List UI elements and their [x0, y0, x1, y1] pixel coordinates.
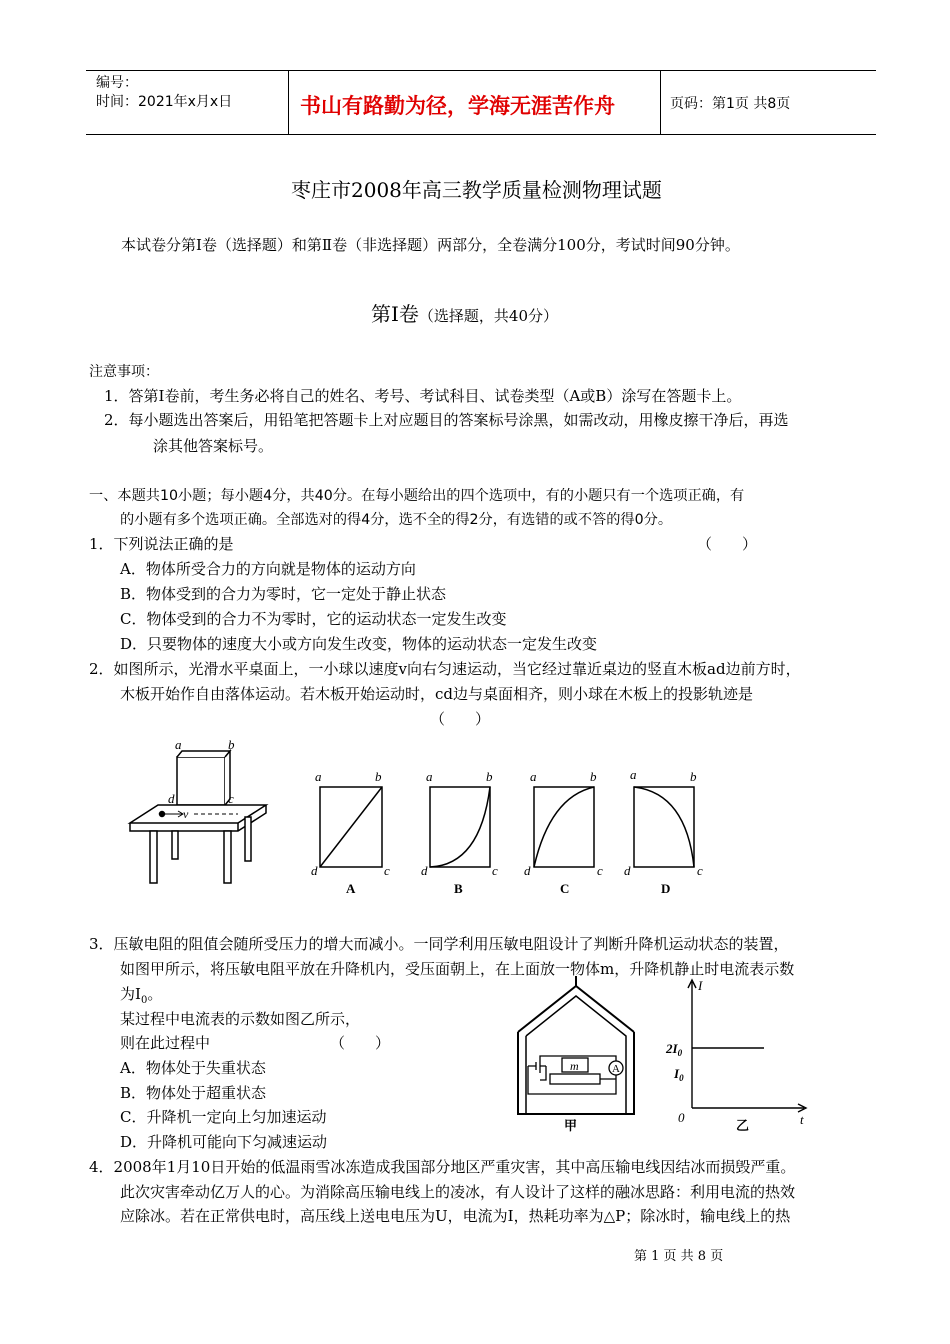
opt-d-label-b: b: [690, 769, 697, 784]
volume-subtitle: （选择题，共40分）: [418, 307, 558, 325]
axis-label-t: t: [800, 1112, 804, 1127]
opt-a-label-b: b: [375, 769, 382, 784]
option-b-label: B: [454, 881, 463, 896]
section-1-line-2: 的小题有多个选项正确。全部选对的得4分，选不全的得2分，有选错的或不答的得0分。: [120, 512, 673, 528]
q1-stem: 1．下列说法正确的是: [89, 535, 234, 553]
header-time-label: 时间：2021年x月x日: [96, 94, 233, 110]
opt-c-label-a: a: [530, 769, 537, 784]
option-b-graph: [430, 787, 490, 867]
fig-label-a: a: [175, 737, 182, 752]
page-title: 枣庄市2008年高三教学质量检测物理试题: [291, 178, 662, 202]
q4-line-3: 应除冰。若在正常供电时，高压线上送电电压为U，电流为I，热耗功率为△P；除冰时，输电线上的热: [120, 1207, 791, 1225]
header-top-rule: [86, 70, 876, 71]
q3-stem-1: 3．压敏电阻的阻值会随所受压力的增大而减小。一同学利用压敏电阻设计了判断升降机运动状态的装置，: [89, 935, 789, 953]
opt-a-label-c: c: [384, 863, 390, 878]
volume-title: 第Ⅰ卷: [371, 302, 419, 326]
section-1-line-1: 一、本题共10小题；每小题4分，共40分。在每小题给出的四个选项中，有的小题只有一个选项正确，有: [89, 488, 745, 504]
q1-option-b: B．物体受到的合力为零时，它一定处于静止状态: [120, 585, 447, 603]
q1-option-c: C．物体受到的合力不为零时，它的运动状态一定发生改变: [120, 610, 507, 628]
option-c-graph: [534, 787, 594, 867]
notice-item-2: 2．每小题选出答案后，用铅笔把答题卡上对应题目的答案标号涂黑，如需改动，用橡皮擦干净后，再选: [104, 411, 789, 429]
q3-option-c: C．升降机一定向上匀加速运动: [120, 1108, 327, 1126]
header-bottom-rule: [86, 134, 876, 135]
q2-stem-2: 木板开始作自由落体运动。若木板开始运动时，cd边与桌面相齐，则小球在木板上的投影轨迹是: [120, 685, 754, 703]
fig-ammeter-label: A: [612, 1063, 620, 1075]
header-divider-right: [660, 70, 661, 134]
opt-d-label-a: a: [630, 767, 637, 782]
option-d-label: D: [661, 881, 671, 896]
opt-b-label-c: c: [492, 863, 498, 878]
opt-d-label-d: d: [624, 863, 631, 878]
header-code-label: 编号：: [96, 75, 138, 91]
q1-option-a: A．物体所受合力的方向就是物体的运动方向: [120, 560, 416, 578]
option-a-graph: [320, 787, 382, 867]
q1-option-d: D．只要物体的速度大小或方向发生改变，物体的运动状态一定发生改变: [120, 635, 598, 653]
q4-line-2: 此次灾害牵动亿万人的心。为消除高压输电线上的凌冰，有人设计了这样的融冰思路：利用电流的热效: [120, 1183, 796, 1201]
current-graph-axes: [688, 980, 806, 1112]
opt-c-label-d: d: [524, 863, 531, 878]
header-page-label: 页码：第1页 共8页: [670, 96, 791, 112]
fig-label-c: c: [228, 791, 234, 806]
q3-stem-3-sub: 0: [140, 995, 148, 1006]
fig-label-b: b: [228, 737, 235, 752]
option-c-label: C: [560, 881, 570, 896]
q3-stem-3-text: 为I: [120, 985, 141, 1003]
opt-b-label-a: a: [426, 769, 433, 784]
q2-figure: [120, 735, 720, 905]
fig-label-d: d: [168, 791, 175, 806]
opt-c-label-b: b: [590, 769, 597, 784]
header-divider-left: [288, 70, 289, 134]
tick-2I0: $2I_0$: [666, 1041, 683, 1058]
q3-option-a: A．物体处于失重状态: [120, 1059, 266, 1077]
opt-b-label-b: b: [486, 769, 493, 784]
q3-stem-3-end: 。: [147, 985, 163, 1003]
opt-a-label-d: d: [311, 863, 318, 878]
opt-c-label-c: c: [597, 863, 603, 878]
q2-bracket: （ ）: [430, 710, 491, 728]
q2-stem-1: 2．如图所示，光滑水平桌面上，一小球以速度v向右匀速运动，当它经过靠近桌边的竖直木板ad边前方时，: [89, 660, 801, 678]
opt-d-label-c: c: [697, 863, 703, 878]
header-motto: 书山有路勤为径，学海无涯苦作舟: [300, 94, 615, 118]
q3-option-d: D．升降机可能向下匀减速运动: [120, 1133, 328, 1151]
table-board-figure: [130, 751, 266, 883]
notice-heading: 注意事项：: [89, 364, 159, 380]
intro-text: 本试卷分第Ⅰ卷（选择题）和第Ⅱ卷（非选择题）两部分，全卷满分100分，考试时间90分钟。: [121, 236, 740, 254]
q3-bracket: （ ）: [330, 1034, 391, 1052]
fig-mass-label: m: [570, 1059, 579, 1073]
opt-b-label-d: d: [421, 863, 428, 878]
notice-item-2-cont: 涂其他答案标号。: [153, 437, 274, 455]
q3-stem-4: 某过程中电流表的示数如图乙所示，: [120, 1010, 361, 1028]
notice-item-1: 1．答第Ⅰ卷前，考生务必将自己的姓名、考号、考试科目、试卷类型（A或B）涂写在答题卡上。: [104, 387, 742, 405]
elevator-figure: [518, 976, 634, 1114]
q4-line-1: 4．2008年1月10日开始的低温雨雪冰冻造成我国部分地区严重灾害，其中高压输电线因结冰而损毁严重。: [89, 1158, 796, 1176]
volume-heading: [371, 298, 558, 327]
q3-stem-3: [120, 984, 162, 1011]
q1-bracket: （ ）: [697, 535, 758, 553]
q3-figure: [500, 976, 830, 1136]
axis-label-I: I: [698, 978, 703, 993]
fig-jia-label: 甲: [564, 1119, 578, 1134]
fig-yi-label: 乙: [736, 1119, 750, 1134]
option-d-graph: [634, 787, 694, 867]
q3-stem-2: 如图甲所示，将压敏电阻平放在升降机内，受压面朝上，在上面放一物体m，升降机静止时电流表示数: [120, 960, 795, 978]
fig-label-v: v: [183, 807, 189, 821]
opt-a-label-a: a: [315, 769, 322, 784]
page-footer: 第 1 页 共 8 页: [634, 1249, 724, 1264]
option-a-label: A: [346, 881, 356, 896]
q3-option-b: B．物体处于超重状态: [120, 1084, 267, 1102]
tick-I0: $I_0$: [674, 1066, 684, 1083]
q3-stem-5: 则在此过程中: [120, 1034, 211, 1052]
axis-origin: 0: [678, 1110, 685, 1125]
